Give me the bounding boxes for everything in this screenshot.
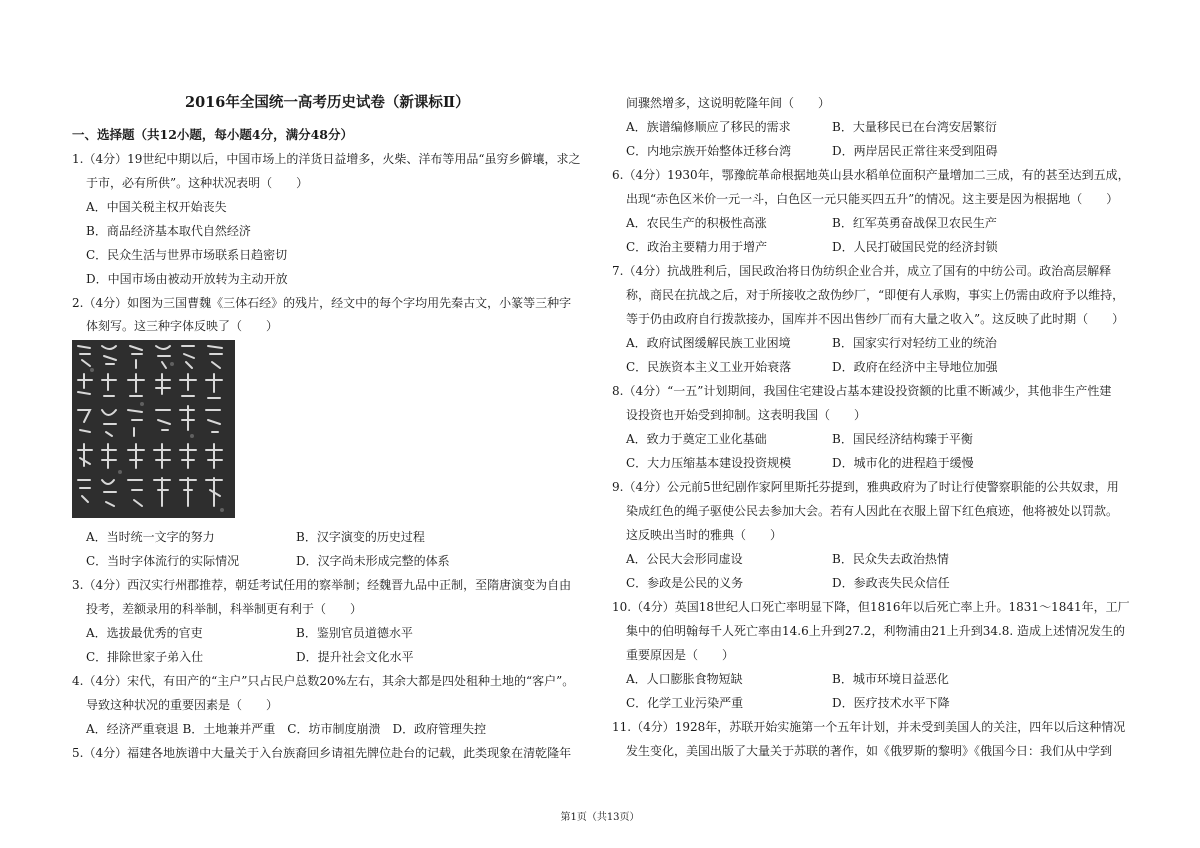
- q5-option-c: C．内地宗族开始整体迁移台湾: [626, 144, 792, 158]
- q10-option-b: B．城市环境日益恶化: [832, 672, 949, 686]
- q3-option-c: C．排除世家子弟入仕: [86, 650, 204, 664]
- q9-option-c: C．参政是公民的义务: [626, 576, 744, 590]
- q7-option-d: D．政府在经济中主导地位加强: [832, 360, 998, 374]
- q8-stem-line-1: 8.（4分）“一五”计划期间，我国住宅建设占基本建设投资额的比重不断减少，其他非生产性建: [612, 384, 1112, 398]
- q3-option-a: A．选拔最优秀的官吏: [86, 626, 203, 640]
- q6-option-a: A．农民生产的积极性高涨: [626, 216, 767, 230]
- q10-stem-line-2: 集中的伯明翰每千人死亡率由14.6上升到27.2，利物浦由21上升到34.8. 造成上述情况发生的: [626, 624, 1126, 638]
- q5-option-a: A．族谱编修顺应了移民的需求: [626, 120, 791, 134]
- q5-stem-line-1: 5.（4分）福建各地族谱中大量关于入台族裔回乡请祖先牌位赴台的记载，此类现象在清乾隆年: [72, 746, 572, 760]
- q2-stem-line-2: 体刻写。这三种字体反映了（ ）: [86, 319, 279, 333]
- q8-option-a: A．致力于奠定工业化基础: [626, 432, 767, 446]
- q11-stem-line-1: 11.（4分）1928年，苏联开始实施第一个五年计划，并未受到美国人的关注，四年以后这种情况: [612, 720, 1126, 734]
- q2-option-b: B．汉字演变的历史过程: [296, 530, 425, 544]
- q9-option-a: A．公民大会形同虚设: [626, 552, 743, 566]
- q6-stem-line-1: 6.（4分）1930年，鄂豫皖革命根据地英山县水稻单位面积产量增加二三成，有的甚至达到五成，: [612, 168, 1130, 182]
- q4-stem-line-1: 4.（4分）宋代，有田产的“主户”只占民户总数20%左右，其余大都是四处租种土地的“客户”。: [72, 674, 575, 688]
- q1-option-c: C．民众生活与世界市场联系日趋密切: [86, 248, 288, 262]
- q3-stem-line-2: 投考，差额录用的科举制，科举制更有利于（ ）: [86, 602, 363, 616]
- q6-option-c: C．政治主要精力用于增产: [626, 240, 768, 254]
- page-footer: 第1页（共13页）: [560, 812, 640, 823]
- q4-stem-line-2: 导致这种状况的重要因素是（ ）: [86, 698, 279, 712]
- q9-option-d: D．参政丧失民众信任: [832, 576, 950, 590]
- q8-stem-line-2: 设投资也开始受到抑制。这表明我国（ ）: [626, 408, 867, 422]
- q7-stem-line-1: 7.（4分）抗战胜利后，国民政治将日伪纺织企业合并，成立了国有的中纺公司。政治高层解释: [612, 264, 1112, 278]
- q8-option-d: D．城市化的进程趋于缓慢: [832, 456, 974, 470]
- q2-option-a: A．当时统一文字的努力: [86, 530, 215, 544]
- q5-stem-line-2: 间骤然增多，这说明乾隆年间（ ）: [626, 96, 831, 110]
- q7-option-a: A．政府试图缓解民族工业困境: [626, 336, 791, 350]
- q2-stem-line-1: 2.（4分）如图为三国曹魏《三体石经》的残片，经文中的每个字均用先秦古文，小篆等三种字: [72, 296, 572, 310]
- q7-option-c: C．民族资本主义工业开始衰落: [626, 360, 792, 374]
- q2-option-d: D．汉字尚未形成完整的体系: [296, 554, 450, 568]
- q6-option-d: D．人民打破国民党的经济封锁: [832, 240, 998, 254]
- q7-option-b: B．国家实行对轻纺工业的统治: [832, 336, 997, 350]
- q7-stem-line-3: 等于仍由政府自行拨款接办，国库并不因出售纱厂而有大量之收入”。这反映了此时期（ ）: [626, 312, 1125, 326]
- q5-option-b: B．大量移民已在台湾安居繁衍: [832, 120, 997, 134]
- section-heading: 一、选择题（共12小题，每小题4分，满分48分）: [72, 127, 353, 142]
- q2-option-c: C．当时字体流行的实际情况: [86, 554, 240, 568]
- q8-option-c: C．大力压缩基本建设投资规模: [626, 456, 792, 470]
- q1-stem-line-1: 1.（4分）19世纪中期以后，中国市场上的洋货日益增多，火柴、洋布等用品“虽穷乡僻壤，求之: [72, 152, 581, 166]
- q3-option-d: D．提升社会文化水平: [296, 650, 414, 664]
- q11-stem-line-2: 发生变化，美国出版了大量关于苏联的著作，如《俄罗斯的黎明》《俄国今日：我们从中学到: [626, 744, 1113, 758]
- q6-option-b: B．红军英勇奋战保卫农民生产: [832, 216, 997, 230]
- q10-stem-line-3: 重要原因是（ ）: [626, 648, 735, 662]
- q4-options: A．经济严重衰退 B．土地兼并严重 C．坊市制度崩溃 D．政府管理失控: [86, 722, 487, 736]
- q9-stem-line-3: 这反映出当时的雅典（ ）: [626, 528, 783, 542]
- q1-option-d: D．中国市场由被动开放转为主动开放: [86, 272, 288, 286]
- q3-stem-line-1: 3.（4分）西汉实行州郡推荐，朝廷考试任用的察举制；经魏晋九品中正制，至隋唐演变为自由: [72, 578, 572, 592]
- exam-title: 2016年全国统一高考历史试卷（新课标Ⅱ）: [185, 94, 470, 111]
- q1-option-a: A．中国关税主权开始丧失: [86, 200, 227, 214]
- q9-option-b: B．民众失去政治热情: [832, 552, 949, 566]
- q6-stem-line-2: 出现“赤色区米价一元一斗，白色区一元只能买四五升”的情况。这主要是因为根据地（ ）: [626, 192, 1119, 206]
- q3-option-b: B．鉴别官员道德水平: [296, 626, 413, 640]
- q10-option-c: C．化学工业污染严重: [626, 696, 744, 710]
- q9-stem-line-1: 9.（4分）公元前5世纪剧作家阿里斯托芬提到，雅典政府为了时让行使警察职能的公共奴隶，用: [612, 480, 1119, 494]
- q10-stem-line-1: 10.（4分）英国18世纪人口死亡率明显下降，但1816年以后死亡率上升。1831～1841年，工厂: [612, 600, 1130, 614]
- q7-stem-line-2: 称，商民在抗战之后，对于所接收之敌伪纱厂，“即便有人承购，事实上仍需由政府予以维持，: [626, 288, 1125, 302]
- q1-option-b: B．商品经济基本取代自然经济: [86, 224, 251, 238]
- q10-option-d: D．医疗技术水平下降: [832, 696, 950, 710]
- stele-glyphs: [72, 340, 235, 518]
- q8-option-b: B．国民经济结构臻于平衡: [832, 432, 973, 446]
- q9-stem-line-2: 染成红色的绳子驱使公民去参加大会。若有人因此在衣服上留下红色痕迹，他将被处以罚款。: [626, 504, 1119, 518]
- q5-option-d: D．两岸居民正常往来受到阻碍: [832, 144, 998, 158]
- q10-option-a: A．人口膨胀食物短缺: [626, 672, 743, 686]
- stele-rubbing-image: [72, 340, 235, 518]
- q1-stem-line-2: 于市，必有所供”。这种状况表明（ ）: [86, 176, 309, 190]
